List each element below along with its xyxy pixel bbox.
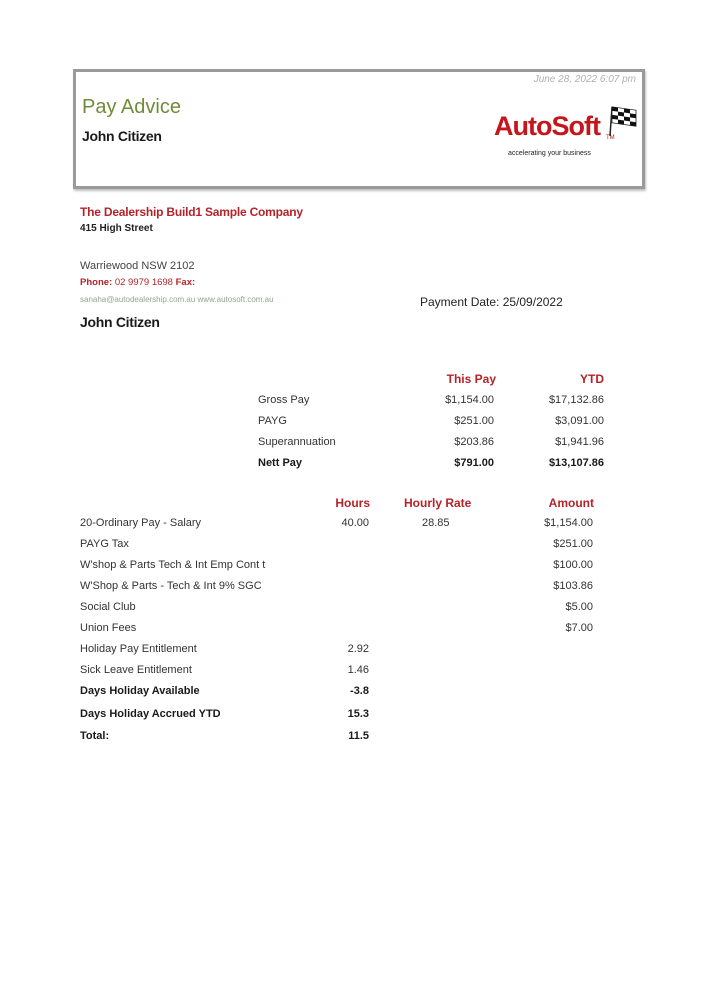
print-timestamp: June 28, 2022 6:07 pm xyxy=(533,74,636,85)
summary-row-this-pay: $251.00 xyxy=(454,415,494,427)
details-row-amount: $7.00 xyxy=(565,622,593,634)
fax-label: Fax: xyxy=(175,277,196,288)
autosoft-logo xyxy=(494,105,640,165)
details-row-amount: $1,154.00 xyxy=(544,517,593,529)
details-row-label: W'Shop & Parts - Tech & Int 9% SGC xyxy=(80,580,262,592)
details-row-amount: $251.00 xyxy=(553,538,593,550)
checkered-flag-icon xyxy=(606,105,642,142)
details-row-amount: $5.00 xyxy=(565,601,593,613)
company-street: 415 High Street xyxy=(80,223,153,234)
details-row-label: Total: xyxy=(80,730,110,742)
details-row-hours: 15.3 xyxy=(347,707,369,720)
phone-value: 02 9979 1698 xyxy=(114,277,173,288)
summary-row-label: Gross Pay xyxy=(258,394,310,406)
details-row-label: Sick Leave Entitlement xyxy=(80,664,192,676)
details-row-hours: 2.92 xyxy=(347,643,369,655)
details-row-label: Days Holiday Available xyxy=(80,685,200,697)
phone-label: Phone: xyxy=(80,277,113,288)
details-row-label: Holiday Pay Entitlement xyxy=(80,643,197,655)
logo-tagline: accelerating your business xyxy=(508,150,591,157)
details-row-label: 20-Ordinary Pay - Salary xyxy=(80,517,202,529)
page-title: Pay Advice xyxy=(82,96,181,118)
header-box xyxy=(73,69,645,189)
logo-brand-text: AutoSoft xyxy=(494,111,600,141)
summary-header-ytd: YTD xyxy=(580,372,604,386)
summary-row-ytd: $3,091.00 xyxy=(555,415,604,427)
details-row-amount: $100.00 xyxy=(553,559,593,571)
payment-date: Payment Date: 25/09/2022 xyxy=(420,295,563,309)
summary-row-label: Nett Pay xyxy=(258,457,303,469)
details-row-hours: 40.00 xyxy=(341,517,369,529)
logo-trademark: TM xyxy=(606,135,615,141)
summary-row-label: PAYG xyxy=(258,415,287,427)
summary-row-label: Superannuation xyxy=(258,436,336,448)
details-row-hours: -3.8 xyxy=(350,685,369,697)
details-row-hours: 1.46 xyxy=(347,664,369,676)
company-email-web: sanaha@autodealership.com.au www.autosoft.com.au xyxy=(80,295,274,304)
details-row-rate: 28.85 xyxy=(422,517,450,529)
header-employee-name: John Citizen xyxy=(82,128,162,144)
summary-row-ytd: $17,132.86 xyxy=(548,394,604,406)
details-row-label: Social Club xyxy=(80,601,136,613)
company-suburb: Warriewood NSW 2102 xyxy=(80,260,195,272)
details-row-amount: $103.86 xyxy=(553,580,593,592)
company-name: The Dealership Build1 Sample Company xyxy=(80,205,303,219)
details-row-label: W'shop & Parts Tech & Int Emp Cont t xyxy=(80,559,266,571)
employee-name: John Citizen xyxy=(80,314,160,330)
summary-row-this-pay: $203.86 xyxy=(454,436,494,448)
details-header-hourly-rate: Hourly Rate xyxy=(404,496,472,510)
summary-row-ytd: $13,107.86 xyxy=(548,457,604,469)
summary-row-this-pay: $791.00 xyxy=(454,457,494,469)
details-header-amount: Amount xyxy=(548,496,594,510)
summary-row-ytd: $1,941.96 xyxy=(555,436,604,448)
company-phone xyxy=(80,277,195,288)
details-header-hours: Hours xyxy=(335,496,370,510)
details-row-label: Days Holiday Accrued YTD xyxy=(80,707,221,720)
details-row-label: PAYG Tax xyxy=(80,538,129,550)
details-row-label: Union Fees xyxy=(80,622,137,634)
summary-header-this-pay: This Pay xyxy=(446,372,496,386)
summary-row-this-pay: $1,154.00 xyxy=(445,394,494,406)
details-row-hours: 11.5 xyxy=(348,730,369,742)
